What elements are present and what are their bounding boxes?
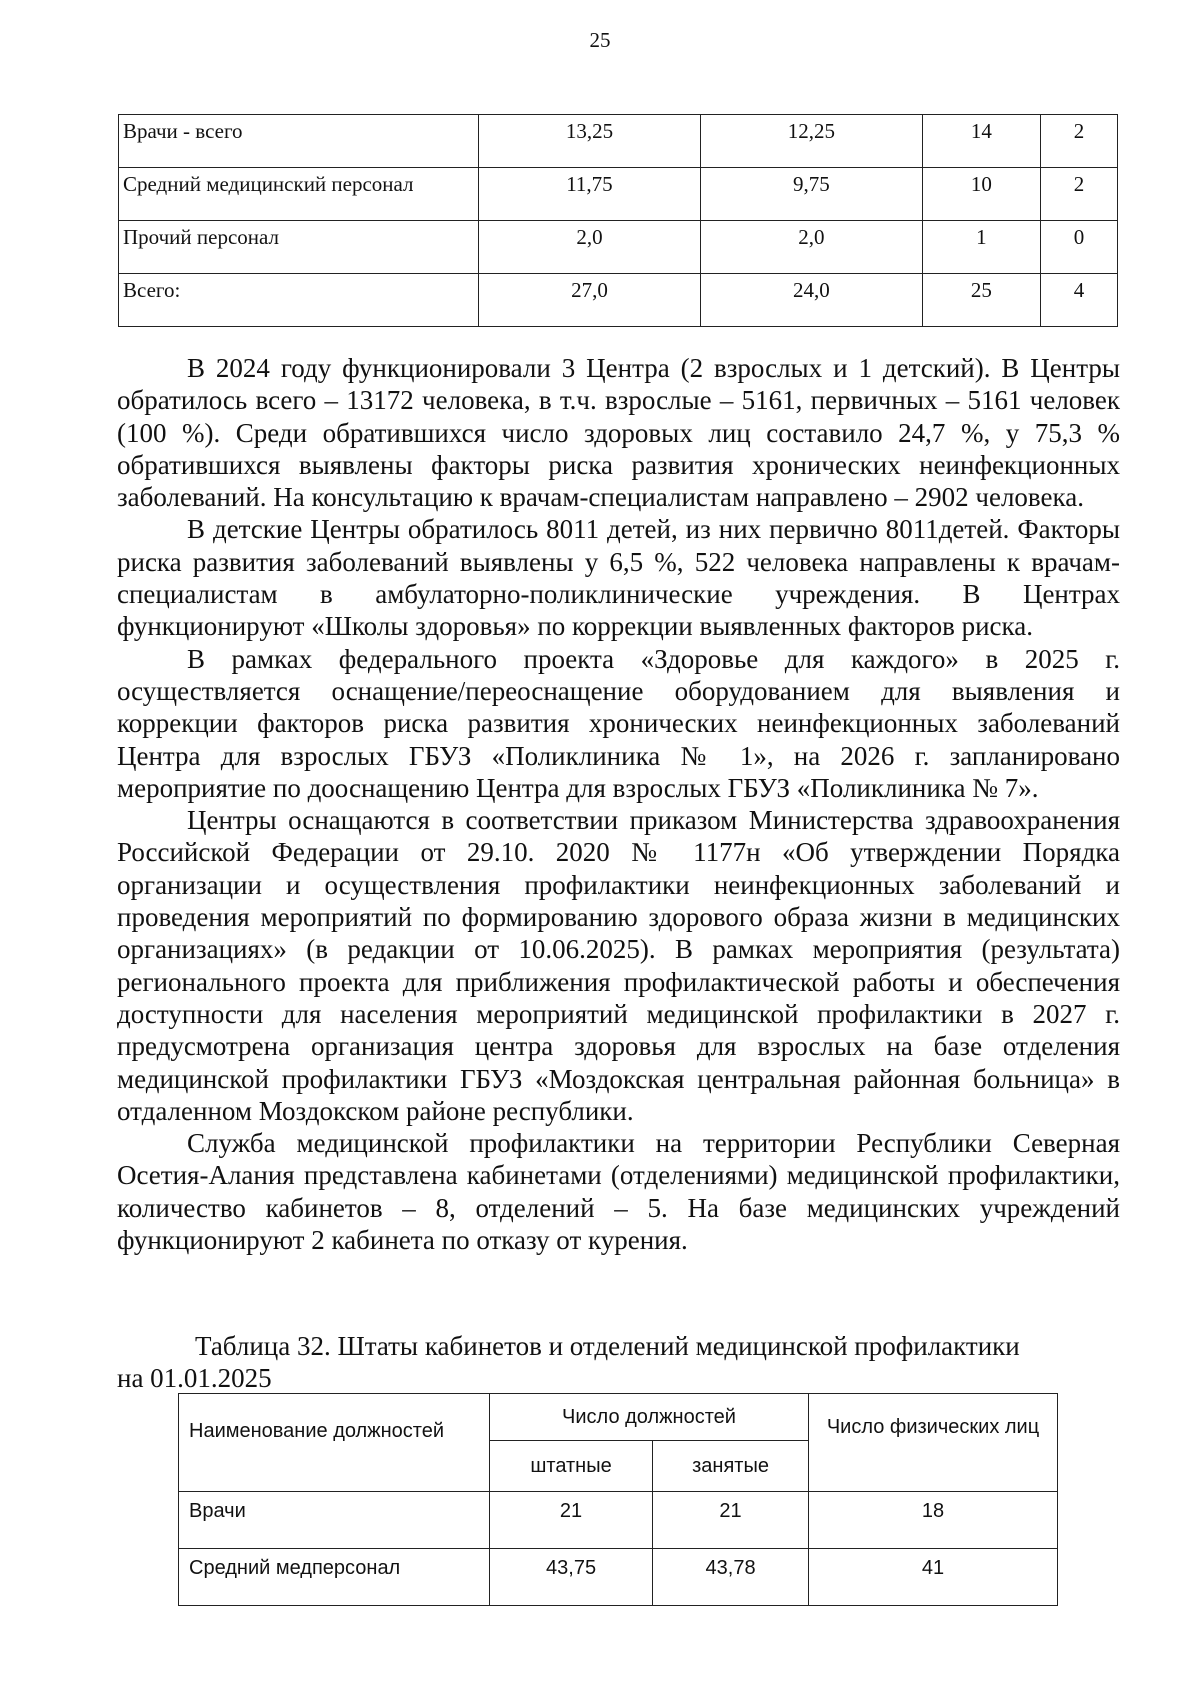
table-cell: 10 xyxy=(922,168,1040,221)
table-cell: 4 xyxy=(1041,274,1118,327)
paragraph: Центры оснащаются в соответствии приказом Министерства здравоохранения Российской Федерации от 29.10. 2020 № 1177н «Об утверждении Порядка организации и осуществления профилактики неинфекционных заболеваний и проведения мероприятий по формированию здорового образа жизни в медицинских организациях» (в редакции от 10.06.2025). В рамках мероприятия (результата) регионального проекта для приближения профилактической работы и обеспечения доступности для населения мероприятий медицинской профилактики в 2027 г. предусмотрена организация центра здоровья для взрослых на базе отделения медицинской профилактики ГБУЗ «Моздокская центральная районная больница» в отдаленном Моздокском районе республики. xyxy=(117,805,1120,1126)
table-cell: 11,75 xyxy=(479,168,701,221)
table-cell: 21 xyxy=(490,1492,653,1549)
header-physical: Число физических лиц xyxy=(809,1394,1058,1492)
row-label: Средний медперсонал xyxy=(179,1549,490,1606)
row-label: Прочий персонал xyxy=(119,221,479,274)
paragraph: В рамках федерального проекта «Здоровье для каждого» в 2025 г. осуществляется оснащение/переоснащение оборудованием для выявления и коррекции факторов риска развития хронических неинфекционных заболеваний Центра для взрослых ГБУЗ «Поликлиника № 1», на 2026 г. запланировано мероприятие по дооснащению Центра для взрослых ГБУЗ «Поликлиника № 7». xyxy=(117,643,1120,803)
table-cell: 2 xyxy=(1041,115,1118,168)
caption-line-2: на 01.01.2025 xyxy=(117,1363,272,1393)
table-cell: 24,0 xyxy=(700,274,922,327)
header-staff: штатные xyxy=(490,1441,653,1492)
table-row xyxy=(119,274,1118,327)
table-cell: 43,78 xyxy=(653,1549,809,1606)
table-row xyxy=(179,1549,1058,1606)
paragraph: В 2024 году функционировали 3 Центра (2 взрослых и 1 детский). В Центры обратилось всего – 13172 человека, в т.ч. взрослые – 5161, первичных – 5161 человек (100 %). Среди обратившихся число здоровых лиц составило 24,7 %, у 75,3 % обратившихся выявлены факторы риска развития хронических неинфекционных заболеваний. На консультацию к врачам-специалистам направлено – 2902 человека. xyxy=(117,353,1120,513)
row-label: Врачи xyxy=(179,1492,490,1549)
row-label: Всего: xyxy=(119,274,479,327)
table-row xyxy=(119,115,1118,168)
table-cell: 2 xyxy=(1041,168,1118,221)
header-group: Число должностей xyxy=(490,1394,809,1441)
table-cell: 18 xyxy=(809,1492,1058,1549)
row-label: Средний медицинский персонал xyxy=(119,168,479,221)
table-cell: 21 xyxy=(653,1492,809,1549)
paragraph: В детские Центры обратилось 8011 детей, из них первично 8011детей. Факторы риска развития заболеваний выявлены у 6,5 %, 522 человека направлены к врачам-специалистам в амбулаторно-поликлинические учреждения. В Центрах функционируют «Школы здоровья» по коррекции выявленных факторов риска. xyxy=(117,514,1120,642)
table-cell: 43,75 xyxy=(490,1549,653,1606)
header-occupied: занятые xyxy=(653,1441,809,1492)
table-cell: 2,0 xyxy=(479,221,701,274)
header-name: Наименование должностей xyxy=(179,1394,490,1492)
table-row xyxy=(179,1492,1058,1549)
body-text xyxy=(117,352,1120,1256)
table-cell: 27,0 xyxy=(479,274,701,327)
table-32 xyxy=(178,1393,1058,1606)
table-row xyxy=(119,168,1118,221)
paragraph: Служба медицинской профилактики на территории Республики Северная Осетия-Алания представлена кабинетами (отделениями) медицинской профилактики, количество кабинетов – 8, отделений – 5. На базе медицинских учреждений функционируют 2 кабинета по отказу от курения. xyxy=(117,1128,1120,1256)
table-cell: 41 xyxy=(809,1549,1058,1606)
table-cell: 0 xyxy=(1041,221,1118,274)
table-cell: 25 xyxy=(922,274,1040,327)
page-number: 25 xyxy=(589,28,611,52)
table-header-row xyxy=(179,1394,1058,1441)
row-label: Врачи - всего xyxy=(119,115,479,168)
table-cell: 12,25 xyxy=(700,115,922,168)
staff-table-continued xyxy=(118,114,1118,327)
table-cell: 13,25 xyxy=(479,115,701,168)
table-caption xyxy=(117,1330,1120,1394)
table-cell: 1 xyxy=(922,221,1040,274)
table-cell: 2,0 xyxy=(700,221,922,274)
table-cell: 9,75 xyxy=(700,168,922,221)
table-row xyxy=(119,221,1118,274)
caption-line-1: Таблица 32. Штаты кабинетов и отделений медицинской профилактики xyxy=(195,1331,1020,1361)
table-cell: 14 xyxy=(922,115,1040,168)
